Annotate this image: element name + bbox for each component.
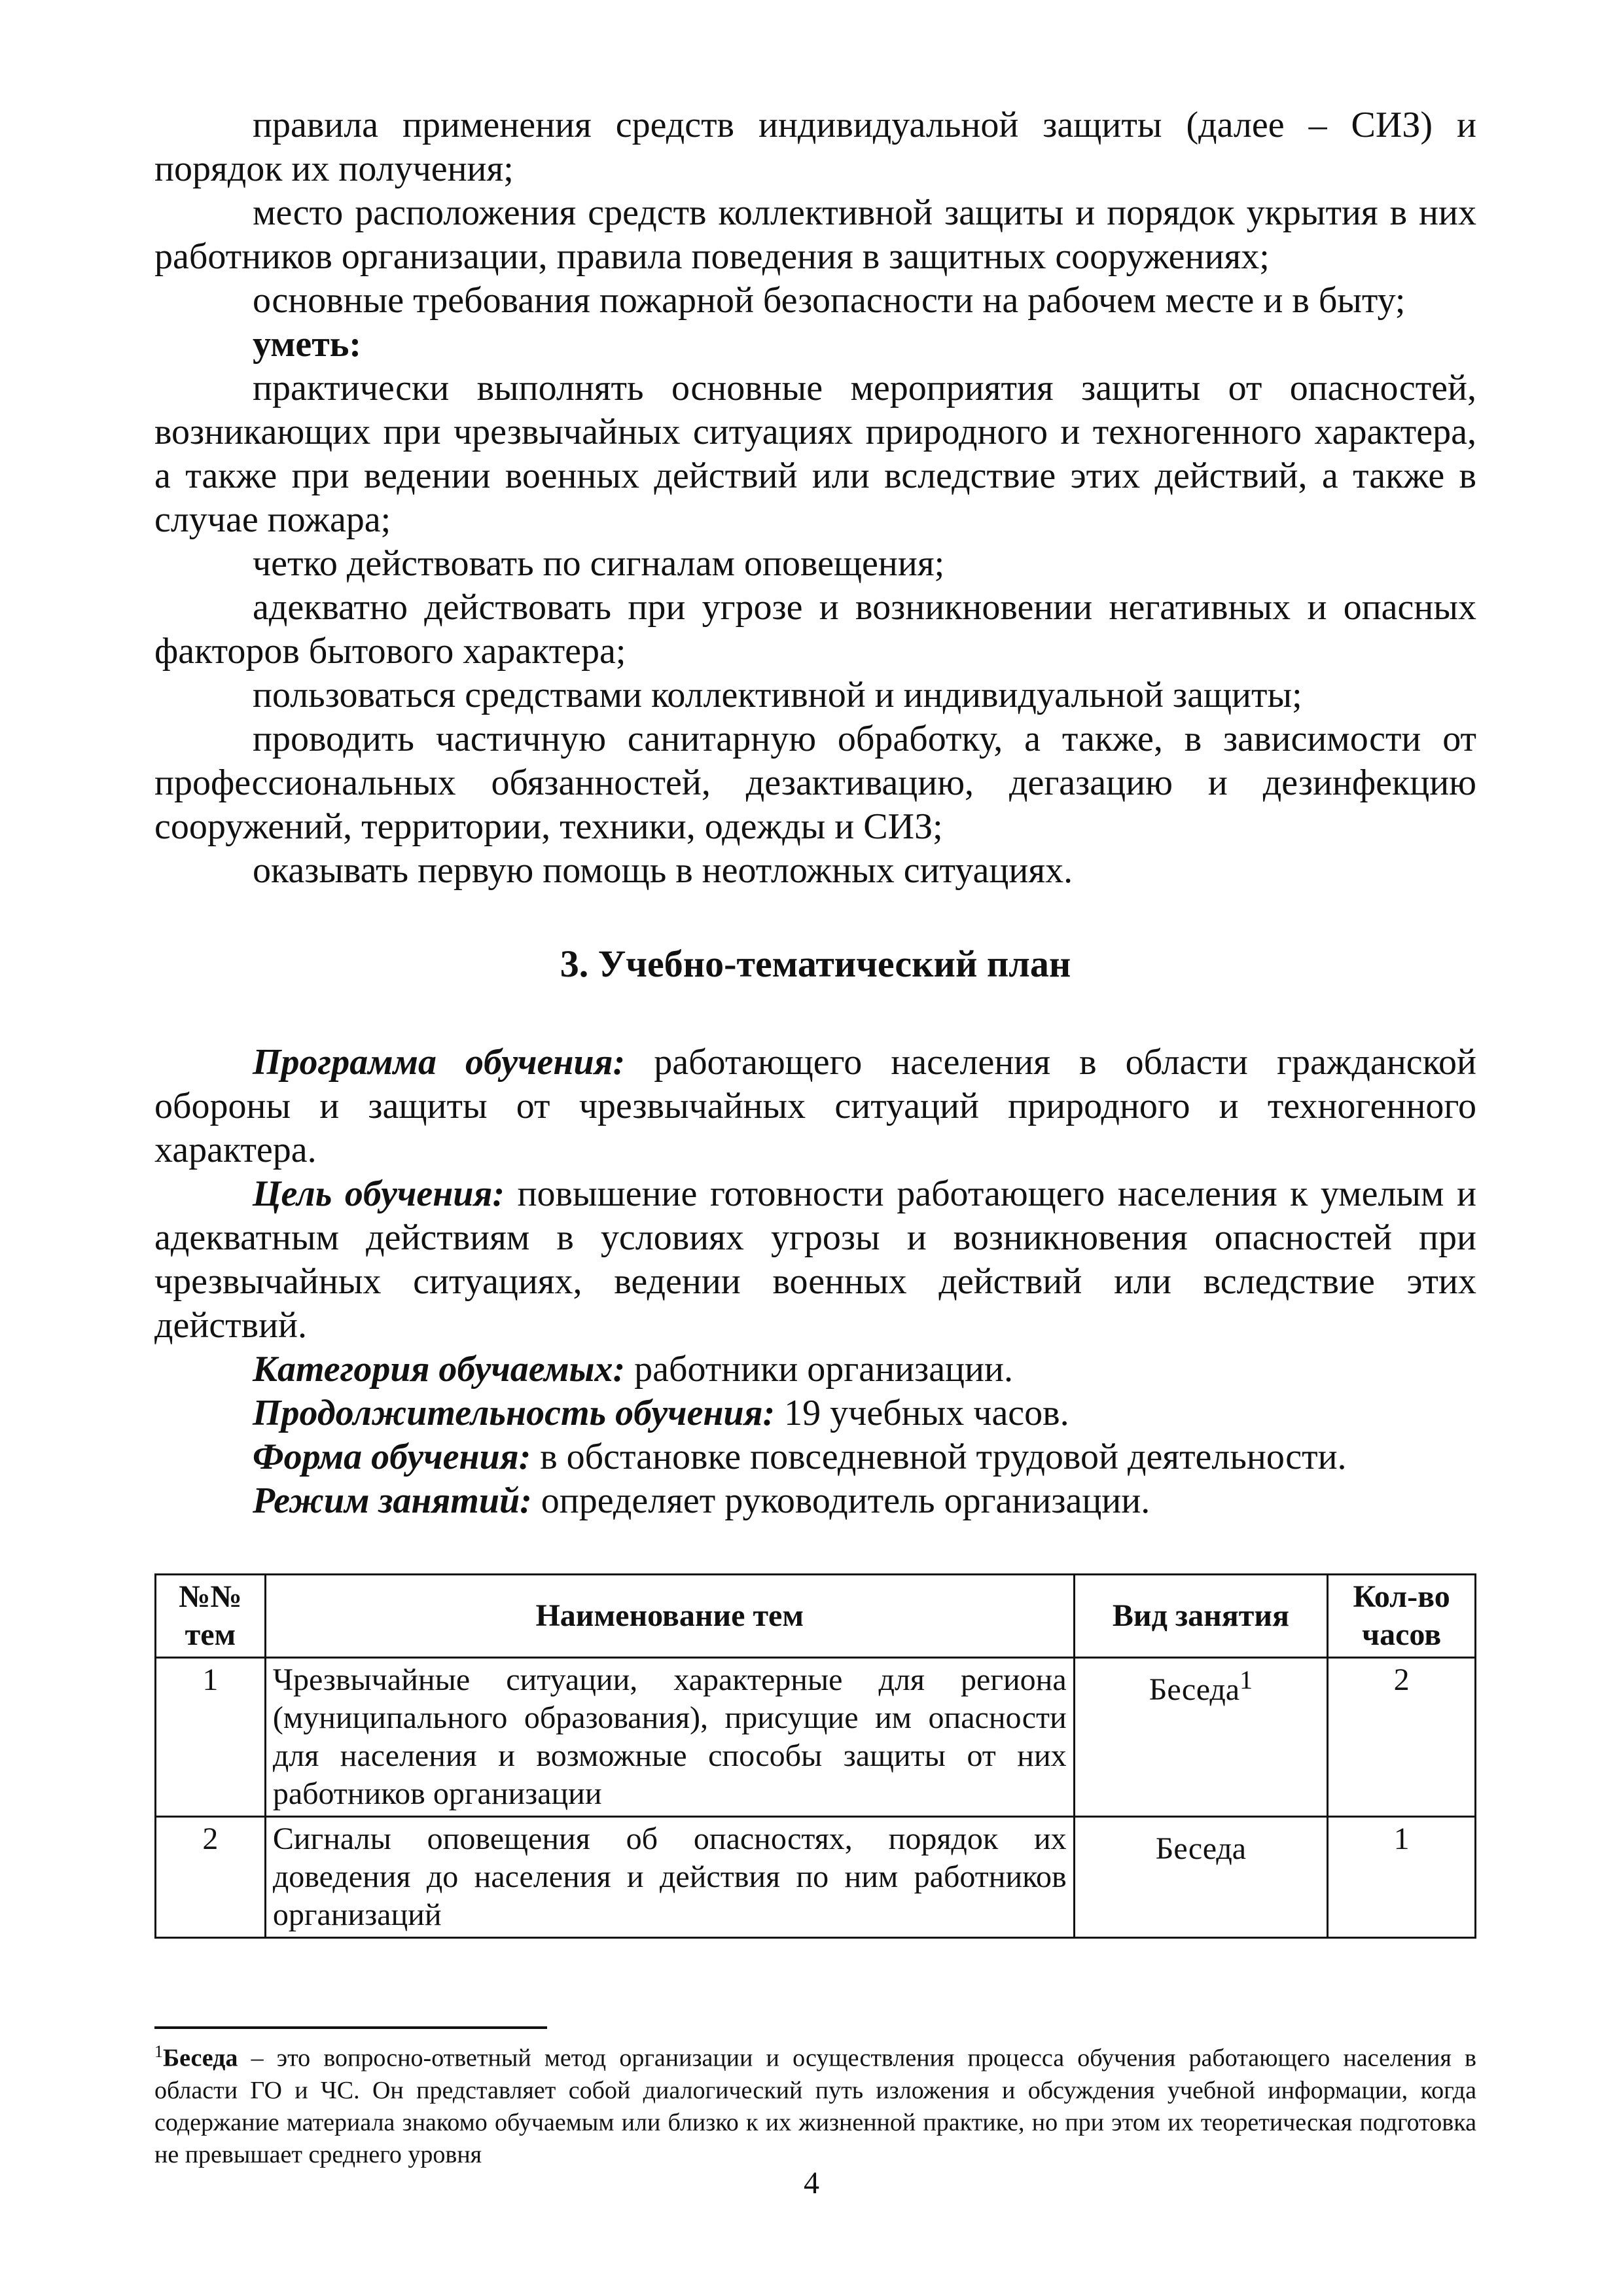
paragraph-siz-rules: правила применения средств индивидуальной защиты (далее – СИЗ) и порядок их получения; bbox=[154, 105, 1476, 189]
page-number: 4 bbox=[804, 2166, 819, 2200]
mode-paragraph bbox=[154, 1479, 1476, 1523]
body-text bbox=[154, 103, 1476, 1523]
form-paragraph bbox=[154, 1435, 1476, 1479]
row-number: 2 bbox=[156, 1817, 266, 1938]
skill-item: практически выполнять основные мероприятия защиты от опасностей, возникающих при чрезвычайных ситуациях природного и техногенного характера, а также при ведении военных действий или вследствие этих действий, а также в случае пожара; bbox=[154, 368, 1476, 540]
row-topic-name: Чрезвычайные ситуации, характерные для региона (муниципального образования), присущие им опасности для населения и возможные способы защиты от них работников организации bbox=[265, 1658, 1074, 1817]
duration-text: 19 учебных часов. bbox=[775, 1393, 1069, 1433]
footnote-separator bbox=[154, 2026, 547, 2029]
program-text: работающего населения в области гражданской обороны и защиты от чрезвычайных ситуаций природного и техногенного характера. bbox=[154, 1042, 1476, 1170]
duration-label: Продолжительность обучения: bbox=[253, 1393, 776, 1433]
category-paragraph bbox=[154, 1348, 1476, 1391]
mode-text: определяет руководитель организации. bbox=[531, 1480, 1150, 1521]
form-text: в обстановке повседневной трудовой деятельности. bbox=[531, 1437, 1347, 1477]
goal-label: Цель обучения: bbox=[253, 1174, 505, 1214]
skill-item: пользоваться средствами коллективной и индивидуальной защиты; bbox=[253, 675, 1302, 715]
row-hours: 1 bbox=[1328, 1817, 1476, 1938]
footnote-term: Беседа bbox=[163, 2044, 238, 2072]
header-lesson-type: Вид занятия bbox=[1074, 1575, 1328, 1658]
skill-item: четко действовать по сигналам оповещения; bbox=[253, 543, 945, 584]
program-paragraph bbox=[154, 1041, 1476, 1172]
paragraph-collective-protection: место расположения средств коллективной защиты и порядок укрытия в них работников организации, правила поведения в защитных сооружениях; bbox=[154, 192, 1476, 277]
section-title: 3. Учебно-тематический план bbox=[560, 942, 1071, 985]
category-text: работники организации. bbox=[625, 1349, 1013, 1390]
skill-item: проводить частичную санитарную обработку, а также, в зависимости от профессиональных обязанностей, дезактивацию, дегазацию и дезинфекцию сооружений, территории, техники, одежды и СИЗ; bbox=[154, 719, 1476, 847]
skill-item: оказывать первую помощь в неотложных ситуациях. bbox=[253, 850, 1073, 891]
table-row bbox=[156, 1817, 1476, 1938]
goal-paragraph bbox=[154, 1172, 1476, 1348]
header-topic-name: Наименование тем bbox=[265, 1575, 1074, 1658]
category-label: Категория обучаемых: bbox=[253, 1349, 626, 1390]
row-topic-name: Сигналы оповещения об опасностях, порядок их доведения до населения и действия по ним работников организаций bbox=[265, 1817, 1074, 1938]
mode-label: Режим занятий: bbox=[253, 1480, 532, 1521]
form-label: Форма обучения: bbox=[253, 1437, 531, 1477]
table-row bbox=[156, 1658, 1476, 1817]
program-label: Программа обучения: bbox=[253, 1042, 626, 1083]
header-hours: Кол-во часов bbox=[1328, 1575, 1476, 1658]
header-number: №№ тем bbox=[156, 1575, 266, 1658]
row-hours: 2 bbox=[1328, 1658, 1476, 1817]
duration-paragraph bbox=[154, 1391, 1476, 1435]
paragraph-fire-safety: основные требования пожарной безопасности на рабочем месте и в быту; bbox=[253, 280, 1406, 321]
footnote-mark: 1 bbox=[154, 2042, 163, 2061]
study-plan-table bbox=[154, 1573, 1476, 1939]
skill-item: адекватно действовать при угрозе и возникновении негативных и опасных факторов бытового характера; bbox=[154, 587, 1476, 672]
footnote-text: – это вопросно-ответный метод организации и осуществления процесса обучения работающего населения в области ГО и ЧС. Он представляет собой диалогический путь изложения и обсуждения учебной информации, когда содержание материала знакомо обучаемым или близко к их жизненной практике, но при этом их теоретическая подготовка не превышает среднего уровня bbox=[154, 2044, 1476, 2168]
footnote-reference: 1 bbox=[1240, 1665, 1253, 1695]
skills-heading: уметь: bbox=[253, 324, 362, 365]
row-lesson-type: Беседа$^1$ bbox=[1074, 1658, 1328, 1817]
row-lesson-type: Беседа bbox=[1074, 1817, 1328, 1938]
footnote bbox=[154, 2036, 1476, 2171]
row-number: 1 bbox=[156, 1658, 266, 1817]
goal-text: повышение готовности работающего населения к умелым и адекватным действиям в условиях угрозы и возникновения опасностей при чрезвычайных ситуациях, ведении военных действий или вследствие этих действий. bbox=[154, 1174, 1476, 1346]
table-header-row bbox=[156, 1575, 1476, 1658]
